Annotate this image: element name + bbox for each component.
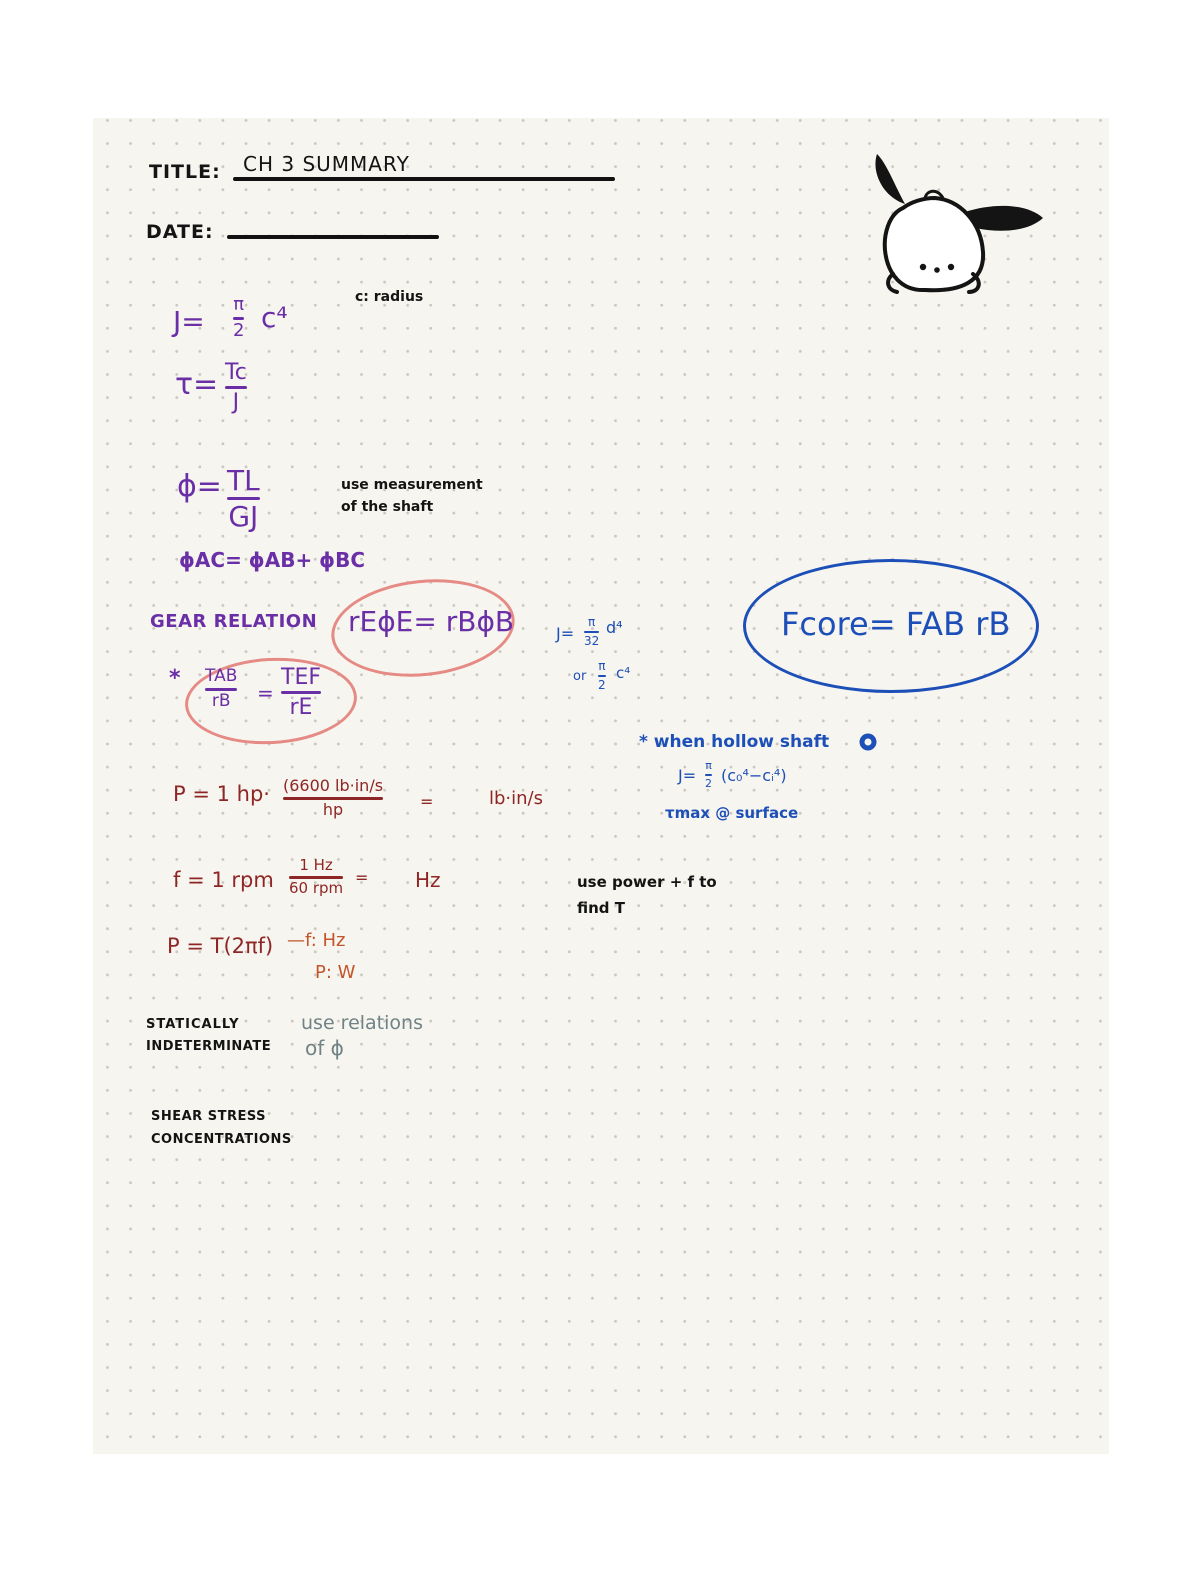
freq-den: 60 rpm	[289, 878, 344, 897]
title-label: TITLE:	[149, 161, 221, 183]
freq-eq: =	[355, 868, 369, 887]
power-eq: =	[420, 792, 434, 811]
j-polar-num: π	[233, 294, 245, 315]
freq-note-line1: use power + f to	[577, 873, 717, 891]
fraction-bar	[225, 386, 247, 389]
stress-conc-line2: CONCENTRATIONS	[151, 1132, 292, 1147]
title-value: CH 3 SUMMARY	[243, 152, 410, 176]
hollow-j-fraction	[705, 760, 712, 789]
twist-lhs: ϕ=	[177, 469, 222, 504]
j-blue-fraction	[584, 616, 599, 647]
freq-result: Hz	[415, 868, 441, 892]
indeterminate-note-line1: use relations	[301, 1012, 423, 1034]
hollow-line1: * when hollow shaft	[639, 732, 830, 752]
twist-sum: ϕAC= ϕAB+ ϕBC	[179, 548, 366, 572]
power-den: hp	[322, 799, 344, 819]
gear-den-right: rE	[289, 695, 313, 721]
power-eq-rhs-line1: —f: Hz	[287, 930, 346, 951]
hollow-j-den: 2	[705, 776, 712, 790]
indeterminate-label-line2: INDETERMINATE	[146, 1039, 272, 1054]
j-blue-or: or	[573, 669, 587, 684]
gear-den-left: rB	[211, 690, 231, 711]
freq-lhs: f = 1 rpm	[173, 868, 274, 892]
hollow-line3: τmax @ surface	[665, 804, 799, 822]
title-underline	[233, 177, 615, 181]
gear-num-right: TEF	[281, 665, 321, 690]
radius-note: c: radius	[355, 289, 424, 305]
twist-num: TL	[227, 464, 260, 497]
hollow-j-tail: (c₀⁴−cᵢ⁴)	[721, 766, 787, 785]
puppy-doodle-icon	[865, 142, 1050, 294]
indeterminate-label-line1: STATICALLY	[146, 1017, 240, 1032]
gear-label: GEAR RELATION	[150, 611, 318, 632]
shear-lhs: τ=	[175, 367, 219, 402]
power-fraction	[283, 778, 383, 819]
indeterminate-note-line2: of ϕ	[305, 1036, 344, 1060]
notebook-page	[93, 118, 1109, 1454]
power-lhs: P = 1 hp·	[173, 782, 270, 806]
power-num: (6600 lb·in/s	[283, 776, 384, 795]
j-blue-or-num: π	[598, 659, 606, 673]
twist-note-line2: of the shaft	[341, 499, 434, 515]
gear-num-left: TAB	[205, 666, 238, 686]
force-eq: Fcore= FAB rB	[781, 605, 1011, 643]
freq-num: 1 Hz	[299, 856, 333, 874]
shear-den: J	[232, 390, 240, 416]
stress-conc-line1: SHEAR STRESS	[151, 1109, 266, 1124]
fraction-bar	[281, 691, 321, 694]
twist-den: GJ	[228, 500, 259, 534]
j-polar-lhs: J=	[173, 305, 205, 338]
gear-eq-sign: =	[257, 681, 274, 705]
power-eq-rhs-line2: P: W	[315, 962, 356, 983]
freq-fraction	[289, 858, 343, 897]
j-blue-or-fraction	[598, 660, 606, 691]
fraction-bar	[705, 774, 712, 776]
gear-left-fraction	[205, 668, 237, 711]
fraction-bar	[584, 631, 599, 633]
twist-note-line1: use measurement	[341, 477, 483, 493]
gear-star: *	[169, 666, 181, 691]
j-blue-num: π	[588, 615, 596, 629]
j-polar-tail: c⁴	[261, 301, 288, 334]
j-polar-fraction	[233, 296, 244, 341]
j-blue-tail: d⁴	[606, 618, 623, 637]
hollow-j-lhs: J=	[678, 766, 697, 785]
date-underline	[227, 235, 439, 239]
gear-eq1: rEϕE= rBϕB	[348, 605, 515, 638]
j-blue-or-den: 2	[598, 677, 606, 692]
power-eq-lhs: P = T(2πf)	[167, 934, 274, 958]
shear-num: Tc	[225, 360, 247, 385]
gear-right-fraction	[281, 666, 321, 719]
hollow-j-num: π	[705, 759, 712, 772]
fraction-bar	[598, 675, 606, 677]
shaft-cross-section-icon	[858, 732, 878, 752]
shear-fraction	[225, 361, 247, 414]
date-label: DATE:	[146, 221, 214, 243]
j-blue-or-tail: c⁴	[616, 664, 631, 682]
j-blue-lhs: J=	[556, 624, 575, 643]
j-blue-den: 32	[584, 633, 600, 648]
j-polar-den: 2	[233, 319, 245, 341]
twist-fraction	[227, 466, 260, 532]
freq-note-line2: find T	[577, 899, 625, 917]
power-result: lb·in/s	[489, 788, 543, 809]
